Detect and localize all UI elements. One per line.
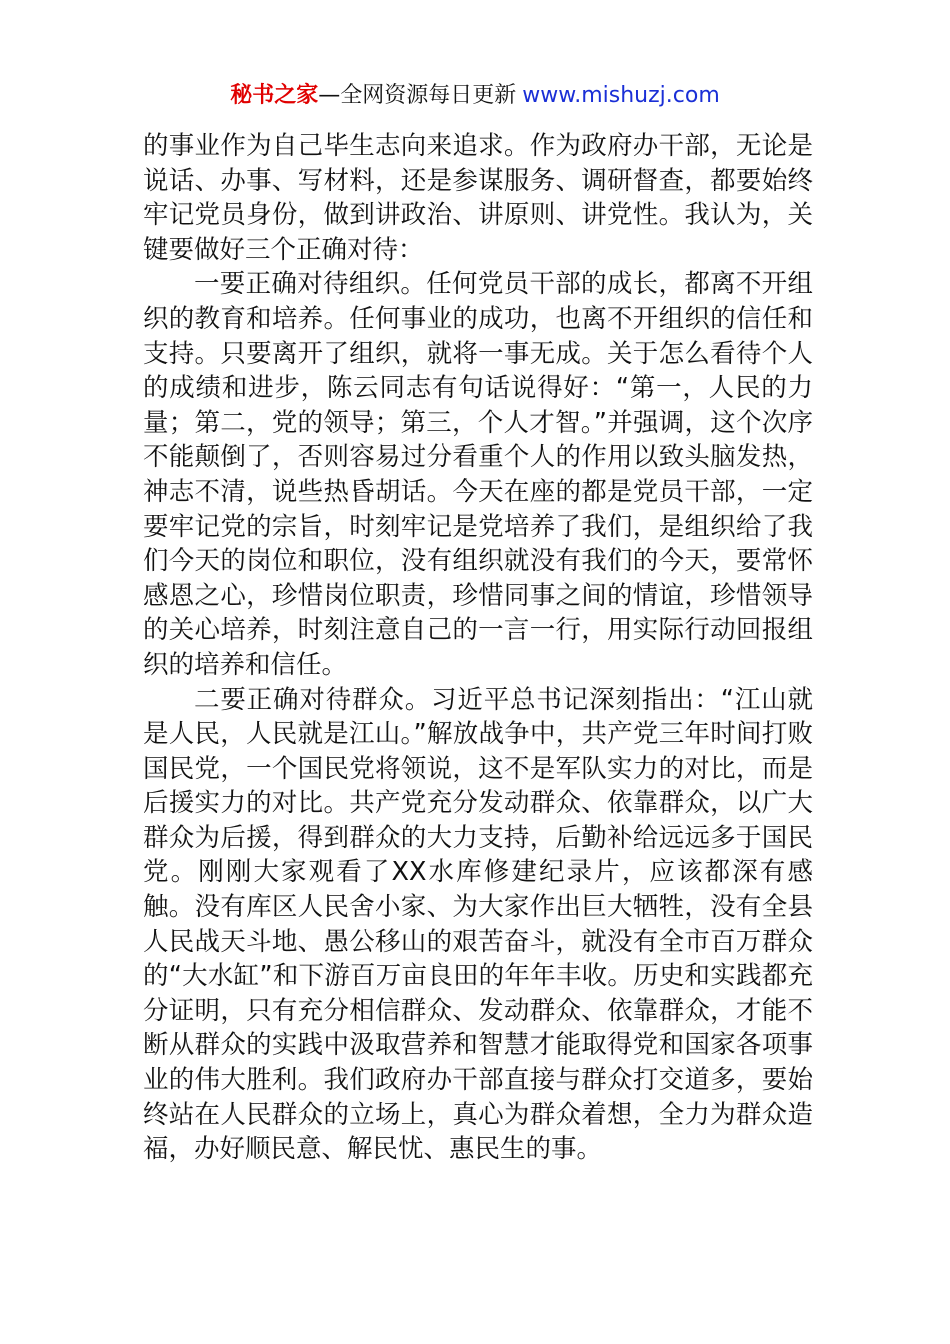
document-body: [143, 129, 813, 1167]
site-url-link[interactable]: www.mishuzj.com: [522, 83, 720, 108]
paragraph-continuation: 的事业作为自己毕生志向来追求。作为政府办干部，无论是说话、办事、写材料，还是参谋服务、调研督查，都要始终牢记党员身份，做到讲政治、讲原则、讲党性。我认为，关键要做好三个正确对待：: [143, 131, 813, 265]
site-brand: 秘书之家: [230, 83, 319, 108]
site-tagline: —全网资源每日更新: [318, 83, 517, 108]
page-header: [0, 82, 950, 110]
paragraph-organization: 一要正确对待组织。任何党员干部的成长，都离不开组织的教育和培养。任何事业的成功，也离不开组织的信任和支持。只要离开了组织，就将一事无成。关于怎么看待个人的成绩和进步，陈云同志有句话说得好：“第一，人民的力量；第二，党的领导；第三，个人才智。”并强调，这个次序不能颠倒了，否则容易过分看重个人的作用以致头脑发热，神志不清，说些热昏胡话。今天在座的都是党员干部，一定要牢记党的宗旨，时刻牢记是党培养了我们，是组织给了我们今天的岗位和职位，没有组织就没有我们的今天，要常怀感恩之心，珍惜岗位职责，珍惜同事之间的情谊，珍惜领导的关心培养，时刻注意自己的一言一行，用实际行动回报组织的培养和信任。: [143, 269, 813, 680]
paragraph-masses: 二要正确对待群众。习近平总书记深刻指出：“江山就是人民，人民就是江山。”解放战争中，共产党三年时间打败国民党，一个国民党将领说，这不是军队实力的对比，而是后援实力的对比。共产党充分发动群众、依靠群众，以广大群众为后援，得到群众的大力支持，后勤补给远远多于国民党。刚刚大家观看了XX水库修建纪录片，应该都深有感触。没有库区人民舍小家、为大家作出巨大牺牲，没有全县人民战天斗地、愚公移山的艰苦奋斗，就没有全市百万群众的“大水缸”和下游百万亩良田的年年丰收。历史和实践都充分证明，只有充分相信群众、发动群众、依靠群众，才能不断从群众的实践中汲取营养和智慧才能取得党和国家各项事业的伟大胜利。我们政府办干部直接与群众打交道多，要始终站在人民群众的立场上，真心为群众着想，全力为群众造福，办好顺民意、解民忧、惠民生的事。: [143, 684, 813, 1165]
